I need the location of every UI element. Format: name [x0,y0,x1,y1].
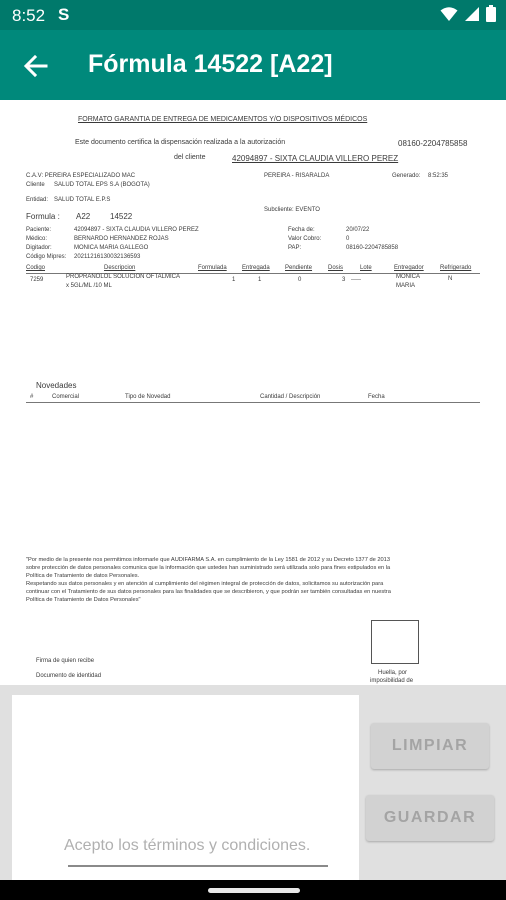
row-entregador: MONICA [396,274,420,280]
cav: C.A.V: PEREIRA ESPECIALIZADO MAC [26,173,136,179]
row-description: x 5GL/ML /10 ML [66,283,112,289]
documento-label: Documento de identidad [36,673,102,679]
row-entregador: MARIA [396,283,416,289]
novedades-title: Novedades [36,381,77,390]
legal-line: "Por medio de la presente nos permitimos informarle que AUDIFARMA S.A. en cumplimiento de la Ley 1581 de 2012 y su Decreto 1377 de 2013 [26,557,391,563]
table-header: Lote [360,265,372,271]
row-dosis: 3 [342,277,346,283]
medico-label: Médico: [26,236,48,242]
mipres-label: Código Mipres: [26,254,67,260]
wifi-icon [440,6,458,22]
cliente-value: SALUD TOTAL EPS S.A (BOGOTA) [54,182,150,188]
entidad-label: Entidad: [26,197,49,203]
paciente-label: Paciente: [26,227,52,233]
legal-line: continuar con el Tratamiento de sus datos personales para las finalidades que se describieron, y que podrán ser también consultadas en nuestra [26,589,391,595]
auth-number: 08160-2204785858 [398,139,468,148]
app-bar [0,30,506,100]
table-header: Refrigerado [440,265,472,271]
table-header: Pendiente [285,265,313,271]
entidad-value: SALUD TOTAL E.P.S [54,197,111,203]
digitador-label: Digitador: [26,245,52,251]
row-entregada: 1 [258,277,262,283]
back-arrow-icon[interactable] [20,50,52,82]
fingerprint-box [371,620,419,664]
app-notification-icon: S [58,5,70,24]
signature-pad[interactable] [12,695,359,880]
row-codigo: 7259 [30,277,44,283]
save-button[interactable]: GUARDAR [366,795,494,841]
novedades-rule [26,402,480,403]
row-formulada: 1 [232,277,236,283]
ciudad: PEREIRA - RISARALDA [264,173,330,179]
doc-heading: FORMATO GARANTIA DE ENTREGA DE MEDICAMENTOS Y/O DISPOSITIVOS MÉDICOS [78,116,368,123]
cert-line: Este documento certifica la dispensación realizada a la autorización [75,139,286,146]
cliente-label: Cliente [26,182,45,188]
terms-placeholder: Acepto los términos y condiciones. [64,837,311,854]
table-header: Dosis [328,265,344,271]
status-icons [440,5,496,22]
signal-icon [464,6,480,22]
formula-value: A22 [76,212,91,221]
medico-value: BERNARDO HERNANDEZ ROJAS [74,236,169,242]
page-title: Fórmula 14522 [A22] [88,50,333,78]
row-refrigerado: N [448,276,453,282]
valor-label: Valor Cobro: [288,236,322,242]
clear-button[interactable]: LIMPIAR [371,723,489,769]
table-header: Entregador [394,265,424,271]
formula-document [0,100,506,685]
paciente-value: 42094897 - SIXTA CLAUDIA VILLERO PEREZ [74,227,199,233]
home-gesture-handle[interactable] [208,888,300,893]
novedades-header: # [30,394,34,400]
valor-value: 0 [346,236,350,242]
table-header: Descripcion [104,265,136,271]
legal-line: Política de Tratamiento de datos Personales. [26,573,140,579]
cert-prefix: del cliente [174,154,206,161]
novedades-header: Fecha [368,394,385,400]
signature-panel [0,685,506,880]
legal-line: Respetando sus datos personales y en atención al cumplimiento del régimen integral de protección de datos, solicitamos su autorización para [26,581,384,587]
generado-value: 8:52:35 [428,173,449,179]
novedades-header: Comercial [52,394,80,400]
row-lote: ----- [351,277,361,283]
signature-line [68,865,328,867]
legal-line: Política de Tratamiento de Datos Personales" [26,597,141,603]
formula-number: 14522 [110,212,133,221]
novedades-header: Cantidad / Descripción [260,394,321,400]
table-header: Formulada [198,265,227,271]
navigation-bar [0,880,506,900]
legal-line: sobre protección de datos personales comunica que la información que ustedes han suministrado será utilizada solo para fines estipulados en la [26,565,391,571]
subcliente: Subcliente: EVENTO [264,207,320,213]
status-time: 8:52 [12,6,46,25]
fecha-value: 20/07/22 [346,227,370,233]
novedades-header: Tipo de Novedad [125,394,171,400]
firma-label: Firma de quien recibe [36,658,95,664]
pap-value: 08160-2204785858 [346,245,399,251]
huella-label: Huella, por [378,670,408,676]
row-pendiente: 0 [298,277,302,283]
fecha-label: Fecha de: [288,227,315,233]
table-header: Entregada [242,265,270,271]
row-description: PROPRANOLOL SOLUCION OFTALMICA [66,274,181,280]
table-header: Codigo [26,265,46,271]
client-name: 42094897 - SIXTA CLAUDIA VILLERO PEREZ [232,154,399,163]
pap-label: PAP: [288,245,302,251]
battery-icon [486,5,496,22]
generado-label: Generado: [392,173,421,179]
status-bar [0,0,506,30]
mipres-value: 20211216130032136593 [74,254,141,260]
digitador-value: MONICA MARIA GALLEGO [74,245,149,251]
formula-label: Formula : [26,212,60,221]
huella-label: imposibilidad de [370,678,414,684]
